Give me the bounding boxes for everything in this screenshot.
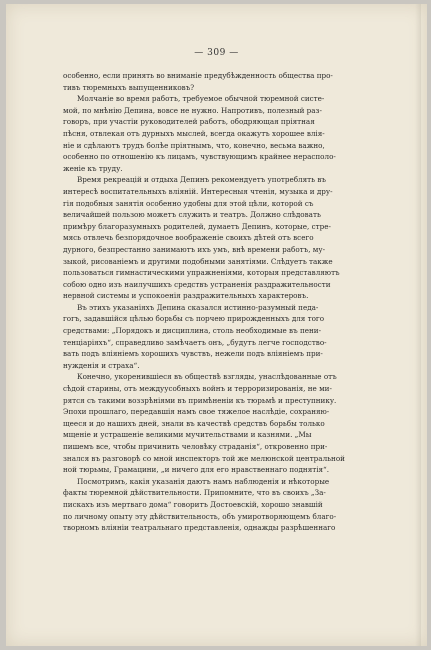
- text-line: пискахъ изъ мертваго дома“ говоритъ Достоевскій, хорошо знавшій: [63, 499, 323, 509]
- page-number: — 309 —: [194, 48, 239, 58]
- text-line: вать подъ вліяніемъ хорошихъ чувствъ, нежели подъ вліяніемъ при-: [63, 349, 323, 359]
- text-line: мясь отвлечь безпорядочное воображеніе своихъ дѣтей отъ всего: [63, 233, 314, 243]
- text-line: пѣсня, отвлекая отъ дурныхъ мыслей, всегда окажутъ хорошее влія-: [63, 128, 325, 138]
- text-line: нужденія и страха“.: [63, 360, 140, 370]
- paragraph-2: [63, 93, 396, 174]
- text-line: гогъ, задавшійся цѣлью борьбы съ порчею прирожденныхъ для того: [63, 314, 325, 324]
- paragraph-3: [63, 174, 396, 302]
- text-line: интересѣ воспитательныхъ вліяній. Интересныя чтенія, музыка и дру-: [63, 186, 333, 196]
- text-line: особенно, если принять во вниманіе предубѣжденность общества про-: [63, 71, 333, 80]
- text-line: рятся съ такими воззрѣніями въ примѣненіи къ тюрьмѣ и преступнику.: [63, 395, 337, 405]
- paragraph-6: [63, 476, 396, 534]
- text-line: тивъ тюремныхъ выпущенниковъ?: [63, 82, 195, 92]
- text-line: щееся и до нашихъ дней, знали въ качествѣ средствъ борьбы только: [63, 418, 325, 428]
- text-line: знался въ разговорѣ со мной инспекторъ той же мелюнской центральной: [63, 453, 345, 463]
- text-line: Конечно, укоренившіеся въ обществѣ взгляды, унаслѣдованные отъ: [77, 372, 337, 382]
- text-line: величайшей пользою можетъ служить и театръ. Должно слѣдовать: [63, 210, 321, 220]
- text-line: факты тюремной дѣйствительности. Припомните, что въ своихъ „За-: [63, 488, 326, 498]
- text-line: тенціаріяхъ“, справедливо замѣчаетъ онъ, „будутъ легче господство-: [63, 337, 327, 347]
- paragraph-1: [63, 70, 396, 93]
- text-line: Посмотримъ, какія указанія даютъ намъ наблюденія и нѣкоторые: [77, 476, 330, 486]
- text-line: средствами: „Порядокъ и дисциплина, столь необходимые въ пени-: [63, 326, 321, 336]
- text-line: пользоваться гимнастическими упражненіями, которыя представляютъ: [63, 268, 340, 278]
- text-line: по личному опыту эту дѣйствительность, объ умиротворяющемъ благо-: [63, 511, 337, 521]
- text-line: пишемъ все, чтобы причинить человѣку страданія“, откровенно при-: [63, 442, 328, 451]
- text-line: особенно по отношенію къ лицамъ, чувствующимъ крайнее нерасполо-: [63, 152, 336, 162]
- text-line: дурного, безпрестанно занимаютъ ихъ умъ, внѣ времени работъ, му-: [63, 244, 326, 254]
- text-line: сѣдой старины, отъ междуусобныхъ войнъ и терроризированія, не ми-: [63, 384, 332, 394]
- text-line: женіе къ труду.: [63, 163, 123, 173]
- text-line: творномъ вліяніи театральнаго представленія, однажды разрѣшеннаго: [63, 523, 336, 533]
- text-line: гія подобныя занятія особенно удобны для этой цѣли, которой съ: [63, 198, 314, 208]
- document-page: [6, 4, 427, 646]
- text-line: ной тюрьмы, Грамацини, „и ничего для его нравственнаго поднятія“.: [63, 465, 330, 475]
- text-line: ніе и сдѣлаютъ трудъ болѣе пріятнымъ, что, конечно, весьма важно,: [63, 140, 325, 150]
- text-line: говоръ, при участіи руководителей работъ, ободряющая пріятная: [63, 117, 315, 127]
- text-line: Молчаніе во время работъ, требуемое обычной тюремной систе-: [77, 94, 325, 104]
- text-line: нервной системы и успокоенія раздражительныхъ характеровъ.: [63, 291, 309, 301]
- text-line: Время рекреацій и отдыха Депинъ рекомендуетъ употреблять въ: [77, 175, 326, 185]
- paragraph-4: [63, 302, 396, 372]
- page-edge-shadow: [415, 4, 421, 646]
- text-line: Эпохи прошлаго, передавшія намъ свое тяжелое наслѣдіе, сохраняю-: [63, 407, 330, 417]
- text-line: мщеніе и устрашеніе великими мучительствами и казнями. „Мы: [63, 430, 312, 440]
- text-line: зыкой, рисованіемъ и другими подобными занятіями. Слѣдуетъ также: [63, 256, 333, 266]
- paragraph-5: [63, 371, 396, 475]
- body-text: [63, 70, 396, 534]
- text-line: примѣру благоразумныхъ родителей, думаетъ Депинъ, которые, стре-: [63, 221, 331, 231]
- text-line: Въ этихъ указаніяхъ Депина сказался истинно-разумный педа-: [77, 302, 319, 312]
- text-line: мой, по мнѣнію Депина, вовсе не нужно. Напротивъ, полезный раз-: [63, 105, 322, 115]
- text-line: собою одно изъ наилучшихъ средствъ устраненія раздражительности: [63, 279, 331, 289]
